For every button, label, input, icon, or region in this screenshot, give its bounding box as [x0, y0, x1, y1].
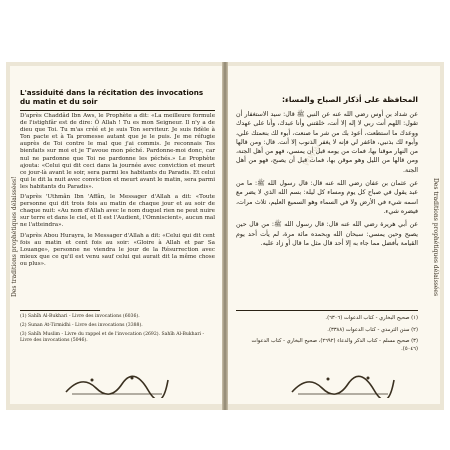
footnote: (3) Sahîh Muslim - Livre du rappel et de l'invocation (2692). Sahîh Al-Bukhari - Livre des invocations (5046).	[20, 332, 205, 343]
right-footnotes	[236, 315, 418, 357]
right-page-heading: المحافظة على أذكار الصباح والمساء:	[282, 95, 418, 104]
calligraphy-ornament-icon	[62, 370, 172, 398]
hadith-paragraph: D'après Abou Hurayra, le Messager d'Allah a dit: «Celui qui dit cent fois au matin et cent fois au soir: «Gloire à Allah et par Sa Louange», personne ne viendra le jour de la Résurrection avec mieux que ce qu'il est venu sauf celui qui aurait dit la même chose ou plus».	[20, 232, 215, 267]
footnote-arabic: (١) صحيح البخاري - كتاب الدعوات (٦٣٠٦).	[325, 315, 418, 321]
hadith-paragraph-arabic: عن شداد بن أوس رضي الله عنه عن النبي ﷺ قال: سيد الاستغفار أن تقول: اللهم أنت ربي لا إله إلا أنت، خلقتني وأنا عبدك، وأنا على عهدك ووعدك ما استطعت، أعوذ بك من شر ما صنعت، أبوء لك بنعمتك علي، وأبوء لك بذنبي، فاغفر لي فإنه لا يغفر الذنوب إلا أنت. قال: ومن قالها من النهار موقنا بها، فمات من يومه قبل أن يمسي، فهو من أهل الجنة، ومن قالها من الليل وهو موقن بها، فمات قبل أن يصبح، فهو من أهل الجنة.	[236, 111, 418, 174]
footnote-divider	[236, 310, 418, 311]
footnote: (2) Sunan At-Tirmidhi - Livre des invocations (3388).	[20, 323, 143, 328]
footnote-arabic: (٢) سنن الترمذي - كتاب الدعوات (٣٣٨٨).	[327, 326, 418, 333]
hadith-paragraph-arabic: عن أبي هريرة رضي الله عنه قال: قال رسول الله ﷺ: من قال حين يصبح وحين يمسي: سبحان الله وبحمده مائة مرة، لم يأت أحد يوم القيامة بأفضل مما جاء به إلا أحد قال مثل ما قال أو زاد عليه.	[236, 221, 418, 247]
left-page-body	[20, 113, 215, 271]
left-page-heading: L'assiduité dans la récitation des invocations du matin et du soir	[20, 88, 204, 106]
left-footnotes	[20, 314, 215, 347]
calligraphy-ornament-icon	[288, 370, 398, 398]
footnote-arabic: (٣) صحيح مسلم - كتاب الذكر والدعاء (٢٦٩٢)، صحيح البخاري - كتاب الدعوات (٥٠٤٦).	[251, 338, 418, 352]
hadith-paragraph: D'après 'Uthmân Ibn 'Affân, le Messager d'Allah a dit: «Toute personne qui dit trois fois au matin de chaque jour et au soir de chaque nuit: «Au nom d'Allah avec le nom duquel rien ne peut nuire sur terre et dans le ciel, et Il est l'Audient, l'Omniscient», aucun mal ne l'atteindra».	[20, 194, 215, 229]
left-spine-title: Des traditions prophétiques délaissées!	[11, 176, 18, 298]
hadith-paragraph-arabic: عن عثمان بن عفان رضي الله عنه قال: قال رسول الله ﷺ: ما من عبد يقول في صباح كل يوم ومساء كل ليلة: بسم الله الذي لا يضر مع اسمه شيء في الأرض ولا في السماء وهو السميع العليم، ثلاث مرات، فيضره شيء.	[236, 180, 418, 215]
hadith-paragraph: D'après Chaddâd Ibn Aws, le Prophète a dit: «La meilleure formule de l'istighfâr est de dire: Ô Allah ! Tu es mon Seigneur. Il n'y a de dieu que Toi. Tu m'as créé et je suis Ton serviteur. Je suis fidèle à Ton pacte et à Ta promesse autant que je le puis. Je me réfugie auprès de Toi contre le mal que j'ai commis. Je reconnais Tes bienfaits sur moi et je T'avoue mon péché. Pardonne-moi donc, car nul ne pardonne que Toi ne pardonne les péchés.» Le Prophète ajouta: «Celui qui dit ceci dans la journée avec conviction et meurt ce jour-là avant le soir, sera parmi les habitants du Paradis. Et celui qui le dit la nuit avec conviction et meurt avant le matin, sera parmi les habitants du Paradis».	[20, 113, 215, 190]
watermark: www	[300, 142, 324, 169]
book-gutter	[222, 62, 228, 410]
footnote-divider	[20, 310, 100, 311]
right-page-body	[236, 110, 418, 252]
footnote: (1) Sahîh Al-Bukhari - Livre des invocations (6036).	[20, 314, 140, 319]
right-spine-title: Des traditions prophétiques délaissées	[432, 177, 439, 297]
heading-divider	[20, 110, 215, 111]
